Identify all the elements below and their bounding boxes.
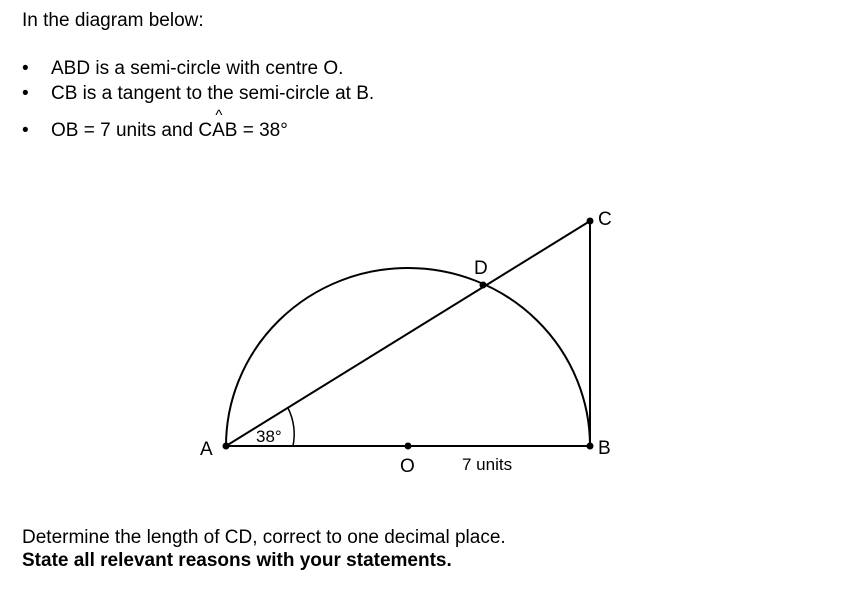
line-ac <box>226 221 590 446</box>
label-d: D <box>474 258 488 279</box>
angle-hat-icon: ^ <box>215 107 223 124</box>
point-b-dot <box>587 443 594 450</box>
label-b: B <box>598 438 611 459</box>
point-a-dot <box>223 443 230 450</box>
instruction-text: State all relevant reasons with your statements. <box>22 550 452 571</box>
given-tangent: CB is a tangent to the semi-circle at B. <box>51 83 375 104</box>
label-a: A <box>200 439 213 460</box>
bullet-dot-icon: • <box>22 120 29 141</box>
angle-arc <box>288 408 294 446</box>
point-c-dot <box>587 218 594 225</box>
label-o: O <box>400 456 415 477</box>
bullet-dot-icon: • <box>22 83 29 104</box>
point-d-dot <box>480 282 487 289</box>
point-o-dot <box>405 443 412 450</box>
ob-length-label: 7 units <box>462 455 513 474</box>
semicircle-arc <box>226 268 590 446</box>
angle-label: 38° <box>256 427 282 446</box>
intro-text: In the diagram below: <box>22 10 204 31</box>
given-semicircle: ABD is a semi-circle with centre O. <box>51 58 344 79</box>
bullet-dot-icon: • <box>22 58 29 79</box>
angle-value: = 38° <box>237 120 288 141</box>
given-ob-text: OB = 7 units and <box>51 120 199 141</box>
label-c: C <box>598 209 612 230</box>
angle-letters: CAB <box>198 120 238 141</box>
question-text: Determine the length of CD, correct to one decimal place. <box>22 527 506 548</box>
